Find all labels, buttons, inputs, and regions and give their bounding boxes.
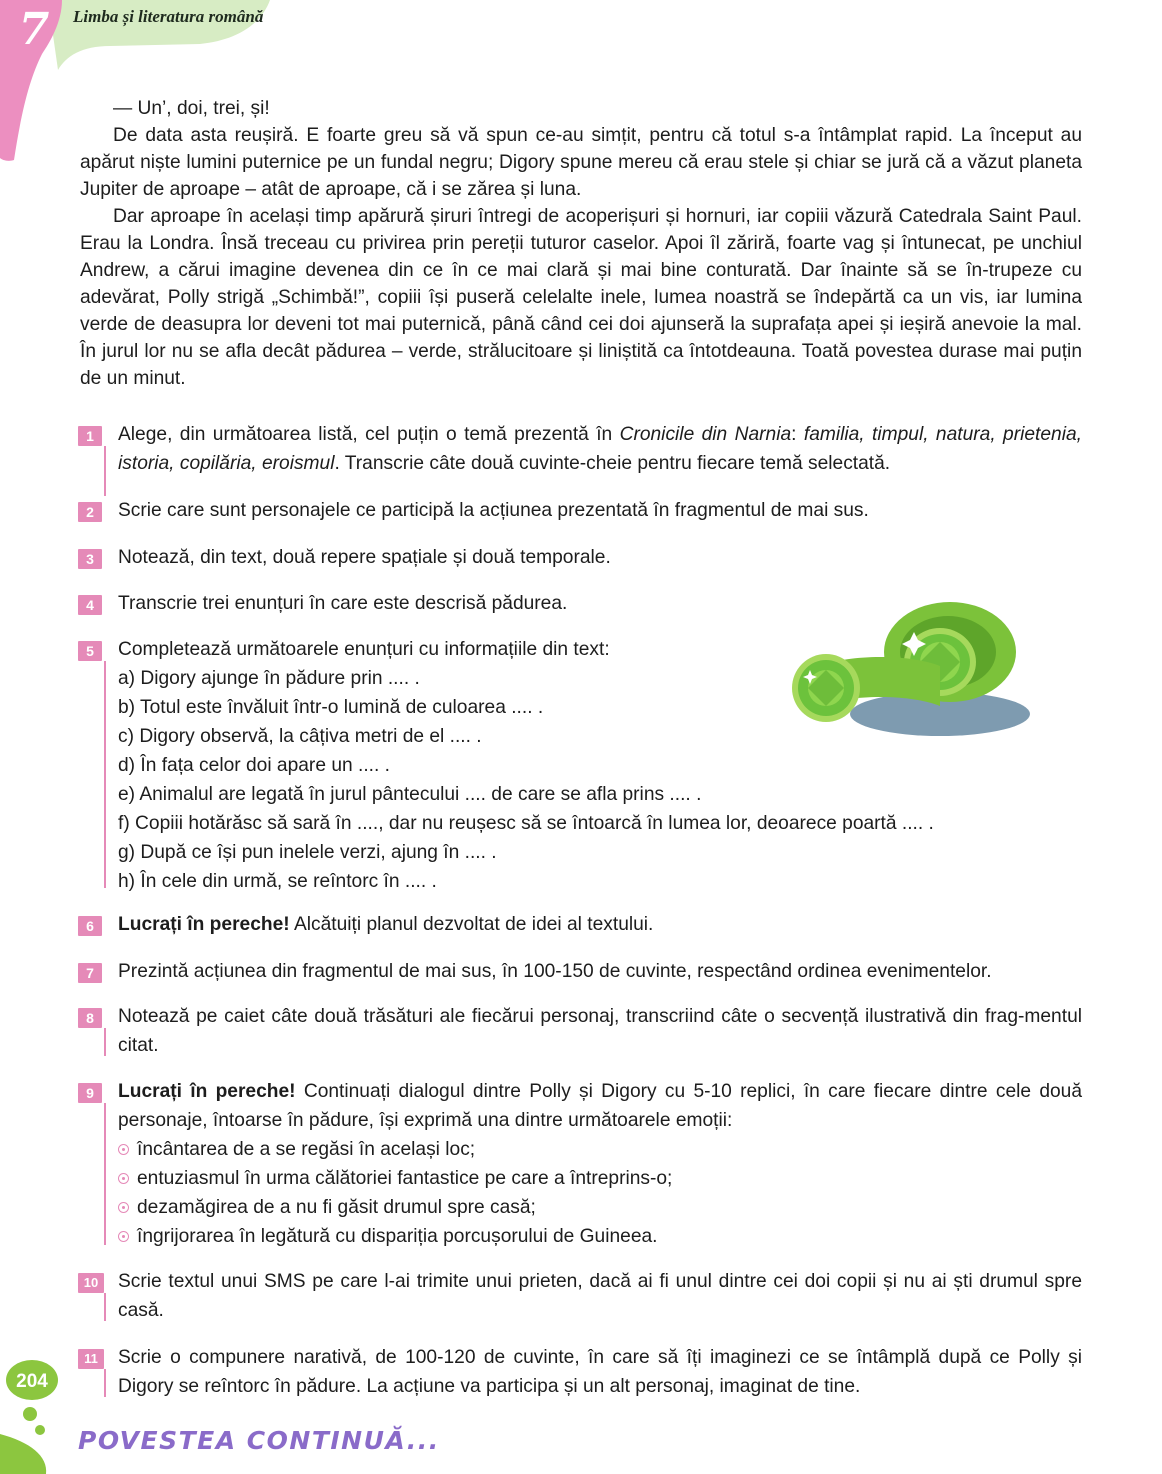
exercise-bar: [104, 661, 106, 888]
exercise-number: 4: [78, 595, 102, 615]
subject-title: Limba și literatura română: [73, 7, 264, 26]
exercise-bar: [104, 1293, 106, 1321]
exercise-intro: Completează următoarele enunțuri cu informațiile din text:: [118, 639, 610, 660]
exercise-bar: [104, 1369, 106, 1397]
exercise-number: 9: [78, 1083, 102, 1103]
emotion-bullet: încântarea de a se regăsi în același loc;: [118, 1135, 1082, 1164]
bullet-icon: [118, 1144, 129, 1155]
exercise-number: 10: [78, 1273, 104, 1293]
exercise-text: Lucrați în pereche! Continuați dialogul dintre Polly și Digory cu 5-10 replici, în care fiecare dintre cele două personaje, întoarse în pădure, își exprimă una dintre următoarele emoții: încântarea de a se regăsi în același loc; entuziasmul în urma călătoriei fantastice pe care a întreprins-o; dezamăgirea de a nu fi găsit drumul spre casă; îngrijorarea în legătură cu dispariția porcușorului de Guineea.: [118, 1077, 1082, 1251]
exercise-text: Scrie o compunere narativă, de 100-120 de cuvinte, în care să îți imaginezi ce se întâmplă după ce Polly și Digory se reîntorc în pădure. La acțiune va participa și un alt personaj, imaginat de tine.: [118, 1347, 1082, 1397]
exercise-number: 8: [78, 1008, 102, 1028]
passage-paragraph-1: — Un’, doi, trei, și!: [113, 98, 270, 119]
bullet-icon: [118, 1231, 129, 1242]
exercise-text: Notează pe caiet câte două trăsături ale fiecărui personaj, transcriind câte o secvență ilustrativă din frag-mentul citat.: [118, 1006, 1082, 1056]
page-number: 204: [16, 1371, 48, 1392]
emotion-bullet: îngrijorarea în legătură cu dispariția porcușorului de Guineea.: [118, 1222, 1082, 1251]
completion-item: g) După ce își pun inelele verzi, ajung în .... .: [118, 842, 497, 863]
passage-paragraph-2: De data asta reușiră. E foarte greu să vă spun ce-au simțit, pentru că totul s-a întâmplat rapid. La început au apărut niște lumini puternice pe un fundal negru; Digory spune mereu că erau stele și chiar se jură că a văzut planeta Jupiter de aproape – atât de aproape, că i se zărea și luna.: [80, 125, 1082, 200]
completion-item: f) Copiii hotărăsc să sară în ...., dar nu reușesc să se întoarcă în lumea lor, deoarece poartă .... .: [118, 813, 934, 834]
bullet-icon: [118, 1173, 129, 1184]
emotion-bullet: entuziasmul în urma călătoriei fantastice pe care a întreprins-o;: [118, 1164, 1082, 1193]
exercise-bar: [104, 1103, 106, 1245]
exercise-number: 1: [78, 426, 102, 446]
exercise-text: Alege, din următoarea listă, cel puțin o temă prezentă în Cronicile din Narnia: familia, timpul, natura, prietenia, istoria, copilăria, eroismul. Transcrie câte două cuvinte-cheie pentru fiecare temă selectată.: [118, 424, 1082, 474]
exercise-number: 2: [78, 502, 102, 522]
exercise-bar: [104, 446, 106, 496]
section-title: POVESTEA CONTINUĂ...: [78, 1426, 440, 1455]
exercise-text: Lucrați în pereche! Alcătuiți planul dezvoltat de idei al textului.: [118, 914, 654, 935]
completion-item: d) În fața celor doi apare un .... .: [118, 755, 390, 776]
emotion-bullet: dezamăgirea de a nu fi găsit drumul spre casă;: [118, 1193, 1082, 1222]
exercise-bar: [104, 1028, 106, 1056]
exercise-number: 3: [78, 549, 102, 569]
completion-item: e) Animalul are legată în jurul pântecului .... de care se afla prins .... .: [118, 784, 702, 805]
passage-paragraph-3: Dar aproape în același timp apărură șiruri întregi de acoperișuri și hornuri, iar copiii văzură Catedrala Saint Paul. Erau la Londra. Însă treceau cu privirea prin pereții tuturor caselor. Apoi îl zăriră, foarte vag și întunecat, pe unchiul Andrew, a cărui imagine devenea din ce în ce mai clară și mai bine conturată. Dar înainte să se în-trupeze cu adevărat, Polly strigă „Schimbă!”, copiii își puseră celelalte inele, lumea noastră se îndepărtă ca un vis, iar lumina verde de deasupra lor deveni tot mai puternică, până când cei doi ajunseră la suprafața apei și ieșiră anevoie la mal. În jurul lor nu se afla decât pădurea – verde, strălucitoare și liniștită ca întotdeauna. Toată povestea durase mai puțin de un minut.: [80, 206, 1082, 389]
exercise-number: 6: [78, 916, 102, 936]
grade-number: 7: [18, 4, 50, 55]
exercise-text: Scrie textul unui SMS pe care l-ai trimite unui prieten, dacă ai fi unul dintre cei doi copii și nu ai ști drumul spre casă.: [118, 1271, 1082, 1321]
bullet-icon: [118, 1202, 129, 1213]
exercise-number: 5: [78, 641, 102, 661]
exercise-number: 11: [78, 1349, 104, 1369]
completion-item: c) Digory observă, la câțiva metri de el .... .: [118, 726, 482, 747]
completion-item: b) Totul este învăluit într-o lumină de culoarea .... .: [118, 697, 544, 718]
completion-item: h) În cele din urmă, se reîntorc în .... .: [118, 871, 437, 892]
exercise-text: Notează, din text, două repere spațiale și două temporale.: [118, 547, 611, 568]
exercise-text: Scrie care sunt personajele ce participă la acțiunea prezentată în fragmentul de mai sus.: [118, 500, 869, 521]
exercise-text: Transcrie trei enunțuri în care este descrisă pădurea.: [118, 593, 568, 614]
exercise-number: 7: [78, 963, 102, 983]
exercise-text: Prezintă acțiunea din fragmentul de mai sus, în 100-150 de cuvinte, respectând ordinea evenimentelor.: [118, 961, 992, 982]
green-rings-illustration: [790, 596, 1035, 746]
completion-item: a) Digory ajunge în pădure prin .... .: [118, 668, 420, 689]
